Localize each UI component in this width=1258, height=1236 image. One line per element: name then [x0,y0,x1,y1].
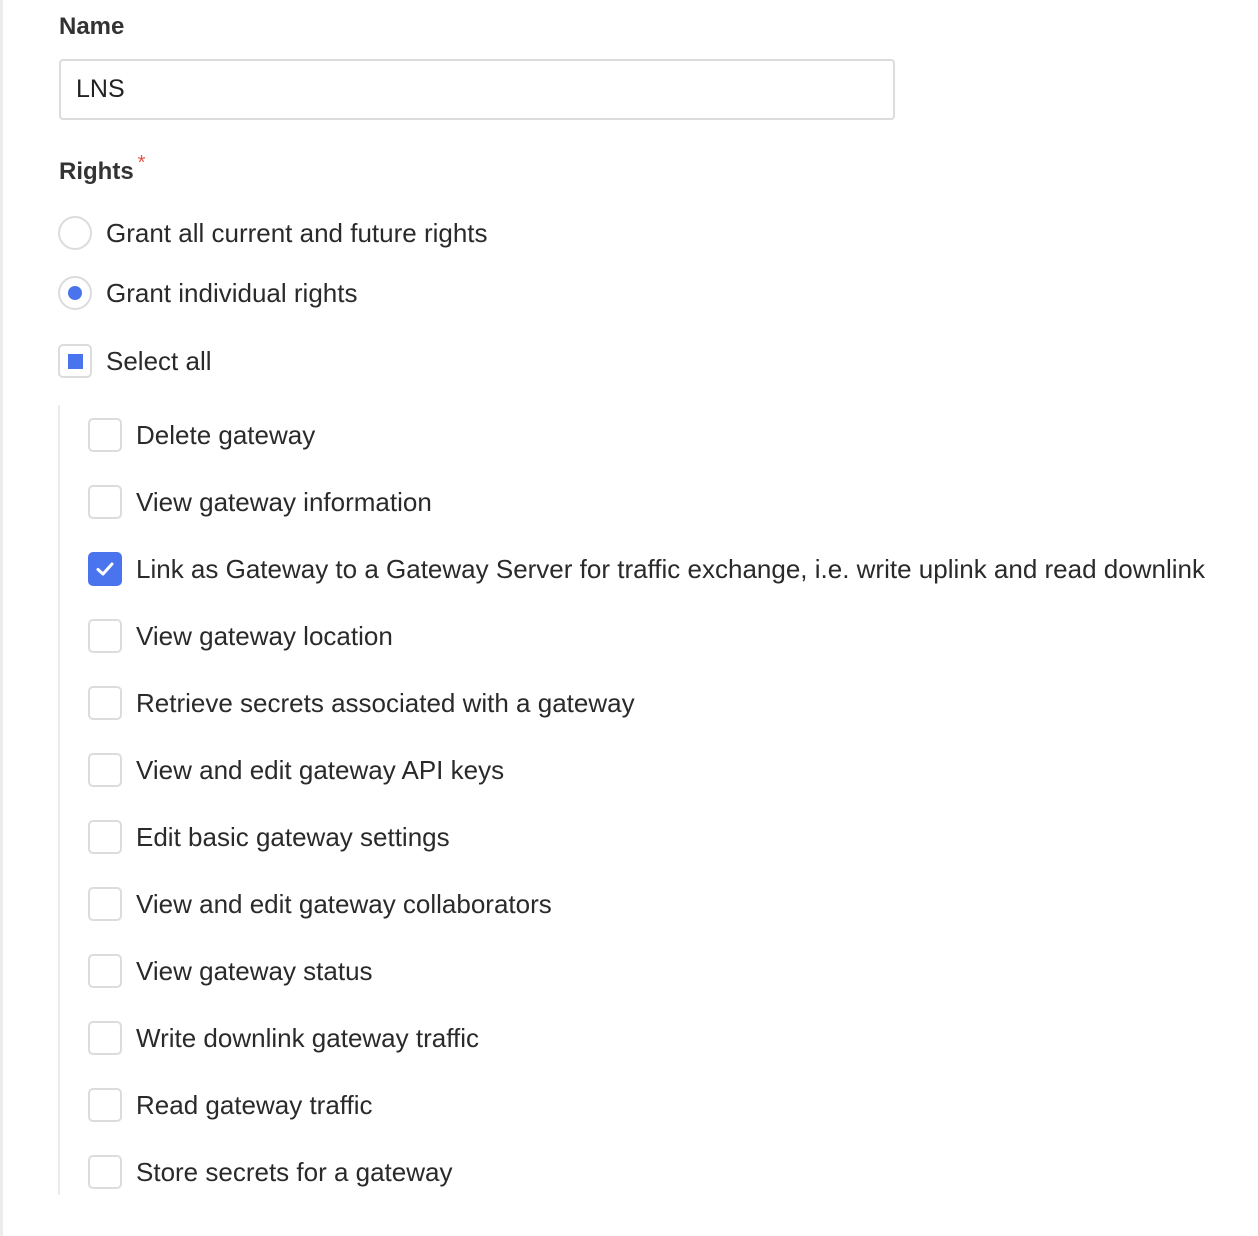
radio-button[interactable] [58,276,92,310]
rights-group-divider [58,405,60,1195]
checkbox-label: Select all [106,345,212,376]
radio-button[interactable] [58,216,92,250]
right-checkbox-item[interactable] [88,887,552,921]
checkbox-label: View gateway status [136,955,373,986]
right-checkbox-item[interactable] [88,686,635,720]
checkbox[interactable] [88,820,122,854]
checkbox[interactable] [88,753,122,787]
right-checkbox-item[interactable] [88,753,504,787]
radio-selected-dot [68,286,82,300]
checkbox[interactable] [88,619,122,653]
radio-grant-all[interactable] [58,216,488,250]
checkbox[interactable] [88,686,122,720]
name-label: Name [59,13,125,40]
checkbox[interactable] [88,1088,122,1122]
right-checkbox-item[interactable] [88,1155,452,1189]
rights-label-text: Rights [59,158,134,185]
checkbox-label: Link as Gateway to a Gateway Server for traffic exchange, i.e. write uplink and read downlink [136,553,1205,584]
indeterminate-icon [68,354,83,369]
checkbox-label: Delete gateway [136,419,316,450]
checkbox-label: View gateway location [136,620,393,651]
checkbox[interactable] [88,887,122,921]
checkbox-checked[interactable] [88,552,122,586]
checkbox-label: Retrieve secrets associated with a gateway [136,687,635,718]
checkbox-label: View and edit gateway collaborators [136,888,552,919]
checkbox-label: Read gateway traffic [136,1089,373,1120]
checkbox-label: Store secrets for a gateway [136,1156,453,1187]
radio-grant-individual[interactable] [58,276,357,310]
checkbox-label: Edit basic gateway settings [136,821,450,852]
name-input[interactable] [59,59,895,120]
checkbox[interactable] [88,1155,122,1189]
checkmark-icon [94,558,116,580]
checkbox[interactable] [88,1021,122,1055]
checkbox-label: View gateway information [136,486,432,517]
right-checkbox-item[interactable] [88,418,315,452]
right-checkbox-item[interactable] [88,619,393,653]
checkbox-label: Write downlink gateway traffic [136,1022,479,1053]
checkbox[interactable] [88,418,122,452]
radio-label: Grant individual rights [106,277,358,308]
checkbox[interactable] [88,954,122,988]
right-checkbox-item[interactable] [88,1021,479,1055]
right-checkbox-item[interactable] [88,1088,373,1122]
right-checkbox-item[interactable] [88,552,1205,586]
rights-label [59,152,146,186]
right-checkbox-item[interactable] [88,954,373,988]
right-checkbox-item[interactable] [88,820,450,854]
checkbox[interactable] [88,485,122,519]
panel-border [0,0,3,1236]
required-marker: * [137,152,146,174]
checkbox-label: View and edit gateway API keys [136,754,505,785]
checkbox-indeterminate[interactable] [58,344,92,378]
radio-label: Grant all current and future rights [106,217,488,248]
right-checkbox-item[interactable] [88,485,432,519]
select-all-checkbox[interactable] [58,344,212,378]
